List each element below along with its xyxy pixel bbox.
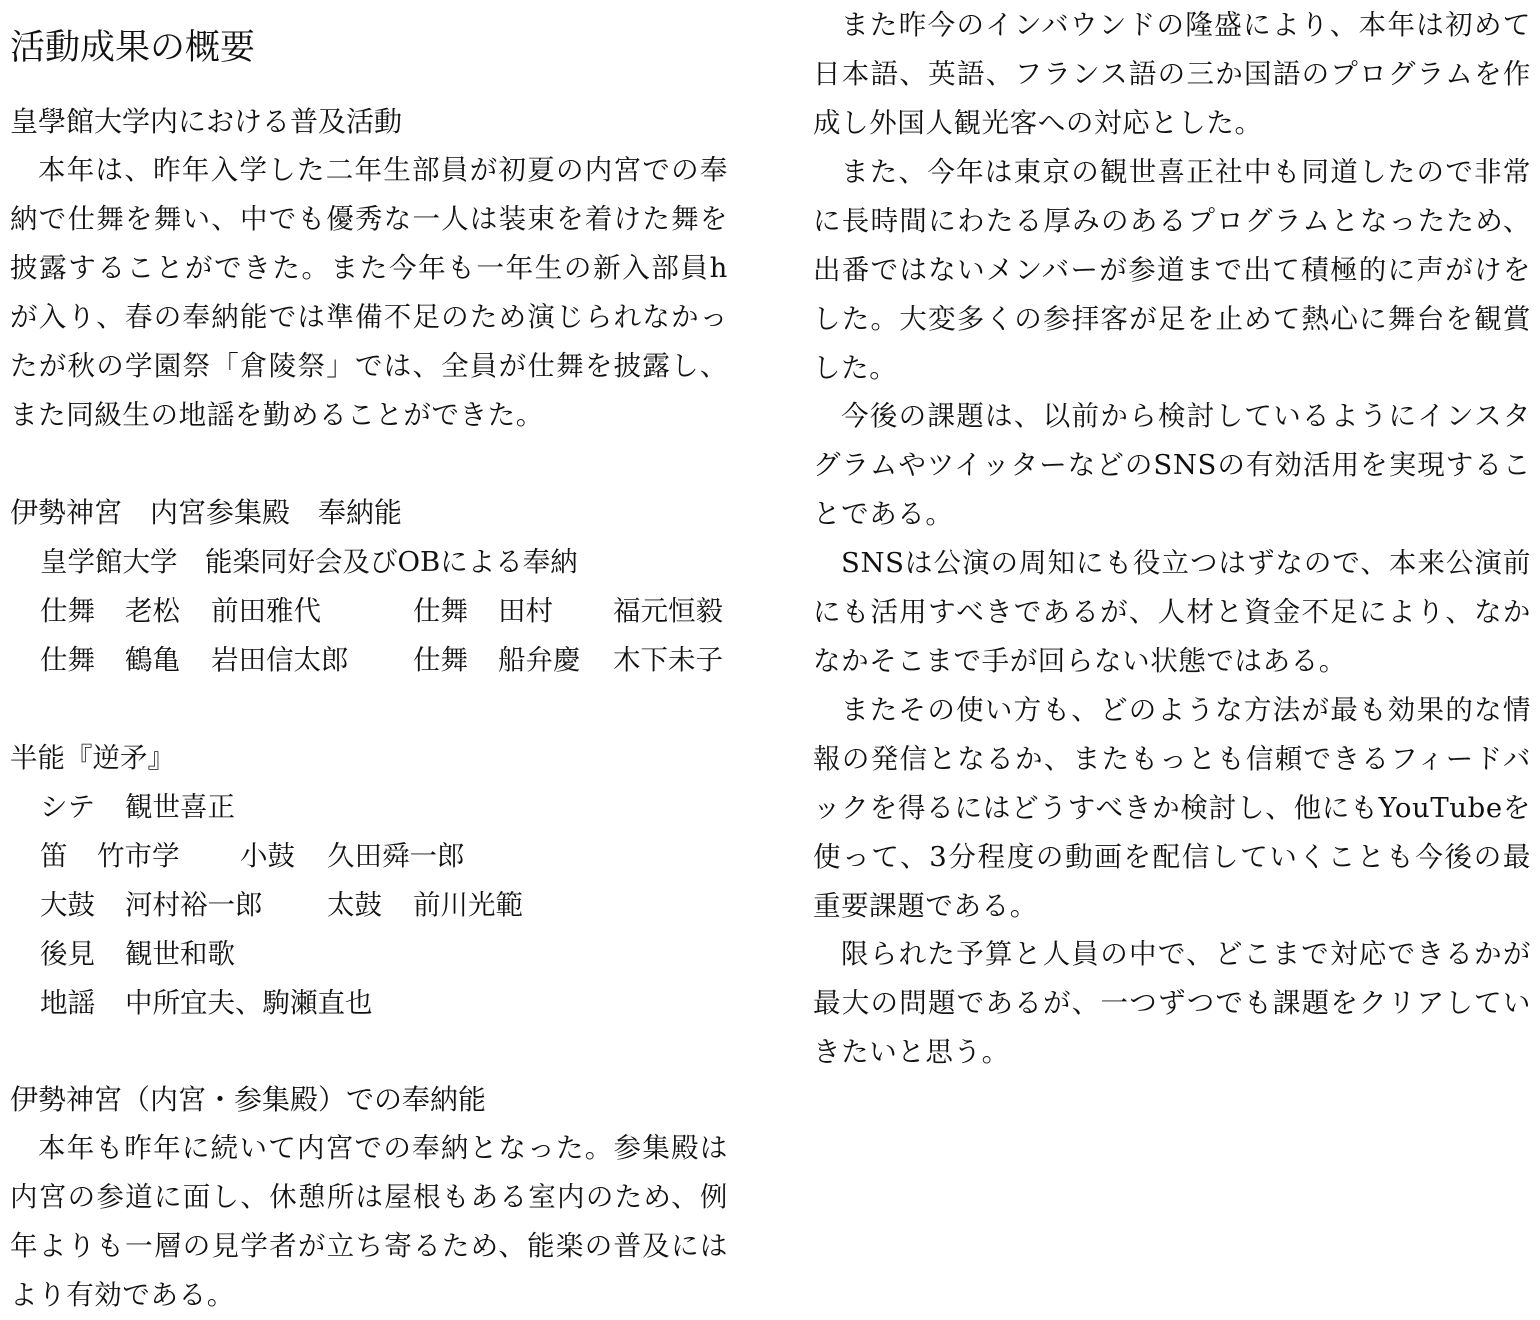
- cast-role-otsuzumi: 大鼓: [40, 889, 95, 921]
- row-2-performer-b: 木下未子: [613, 644, 723, 676]
- row-2-piece-b: 船弁慶: [498, 644, 581, 676]
- section-heading-campus: 皇學館大学内における普及活動: [10, 105, 403, 138]
- cast-role-taiko: 太鼓: [327, 889, 382, 921]
- paragraph-sns-usage: SNSは公演の周知にも役立つはずなので、本来公演前にも活用すべきであるが、人材と資金不足により、なかなかそこまで手が回らない状態ではある。: [813, 547, 1531, 677]
- cast-name-taiko: 前川光範: [413, 889, 523, 921]
- cast-role-kotsuzumi: 小鼓: [240, 840, 295, 872]
- paragraph-sns-task: 今後の課題は、以前から検討しているようにインスタグラムやツイッターなどのSNSの有効活用を実現することである。: [813, 400, 1531, 530]
- paragraph-tokyo-company: また、今年は東京の観世喜正社中も同道したので非常に長時間にわたる厚みのあるプログラムとなったため、出番ではないメンバーが参道まで出て積極的に声がけをした。大変多くの参拝客が足を止めて熱心に舞台を観賞した。: [813, 156, 1531, 384]
- cast-row-2: [40, 838, 740, 874]
- cast-role-koken: 後見: [40, 938, 95, 970]
- row-1-performer-b: 福元恒毅: [613, 595, 723, 627]
- cast-name-shite: 観世喜正: [125, 791, 235, 823]
- paragraph-naiku: 本年も昨年に続いて内宮での奉納となった。参集殿は内宮の参道に面し、休憩所は屋根もある室内のため、例年よりも一層の見学者が立ち寄るため、能楽の普及にはより有効である。: [10, 1132, 728, 1311]
- row-2-piece-a: 鶴亀: [125, 644, 180, 676]
- cast-row-5: [40, 985, 740, 1021]
- cast-name-fue: 竹市学: [97, 840, 180, 872]
- cast-name-otsuzumi: 河村裕一郎: [125, 889, 263, 921]
- row-1-type-a: 仕舞: [40, 595, 95, 627]
- cast-row-4: [40, 936, 740, 972]
- paragraph-inbound: また昨今のインバウンドの隆盛により、本年は初めて日本語、英語、フランス語の三か国語のプログラムを作成し外国人観光客への対応とした。: [813, 9, 1531, 139]
- han-no-heading: 半能『逆矛』: [10, 742, 175, 774]
- cast-name-koken: 観世和歌: [125, 938, 235, 970]
- row-1-type-b: 仕舞: [413, 595, 468, 627]
- row-1-piece-b: 田村: [498, 595, 553, 627]
- cast-name-jiutai: 中所宜夫、駒瀬直也: [125, 987, 373, 1019]
- cast-role-shite: シテ: [40, 791, 95, 823]
- shimai-row-1: [40, 593, 740, 629]
- hono-intro: 皇学館大学 能楽同好会及びOBによる奉納: [40, 546, 578, 578]
- cast-row-3: [40, 887, 740, 923]
- page-title: 活動成果の概要: [10, 28, 256, 68]
- paragraph-budget: 限られた予算と人員の中で、どこまで対応できるかが最大の問題であるが、一つずつでも課題をクリアしていきたいと思う。: [813, 938, 1531, 1068]
- row-2-type-b: 仕舞: [413, 644, 468, 676]
- cast-role-fue: 笛: [40, 840, 68, 872]
- cast-role-jiutai: 地謡: [40, 987, 95, 1019]
- paragraph-campus-activities: 本年は、昨年入学した二年生部員が初夏の内宮での奉納で仕舞を舞い、中でも優秀な一人は装束を着けた舞を披露することができた。また今年も一年生の新入部員hが入り、春の奉納能では準備不足のため演じられなかったが秋の学園祭「倉陵祭」では、全員が仕舞を披露し、また同級生の地謡を勤めることができた。: [10, 154, 728, 431]
- row-2-type-a: 仕舞: [40, 644, 95, 676]
- cast-name-kotsuzumi: 久田舜一郎: [327, 840, 465, 872]
- row-1-piece-a: 老松: [125, 595, 180, 627]
- section-heading-naiku: 伊勢神宮（内宮・参集殿）での奉納能: [10, 1083, 487, 1116]
- section-heading-hono: 伊勢神宮 内宮参集殿 奉納能: [10, 496, 403, 529]
- paragraph-youtube: またその使い方も、どのような方法が最も効果的な情報の発信となるか、またもっとも信頼できるフィードバックを得るにはどうすべきか検討し、他にもYouTubeを使って、3分程度の動画を配信していくことも今後の最重要課題である。: [813, 694, 1531, 922]
- shimai-row-2: [40, 642, 740, 678]
- cast-row-1: [40, 789, 740, 825]
- row-2-performer-a: 岩田信太郎: [211, 644, 349, 676]
- row-1-performer-a: 前田雅代: [211, 595, 321, 627]
